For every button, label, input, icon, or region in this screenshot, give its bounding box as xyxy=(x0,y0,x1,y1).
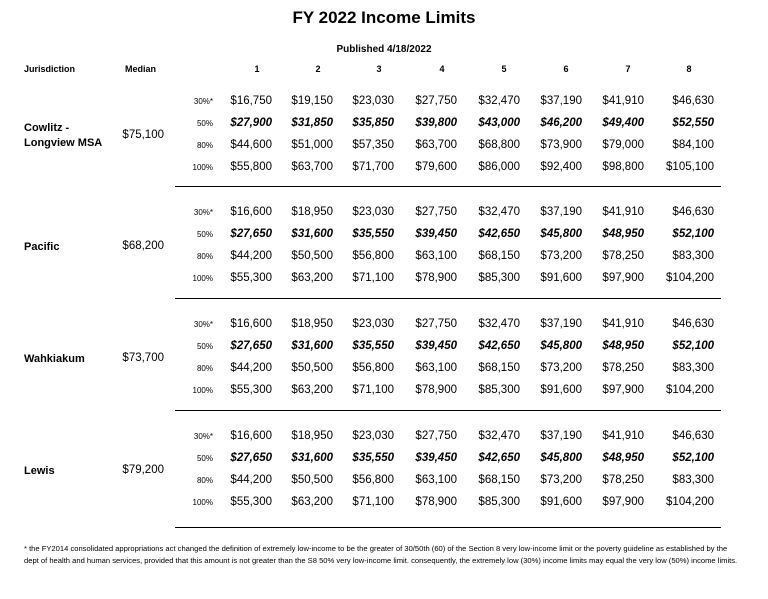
income-limit-cell: $71,100 xyxy=(352,272,394,284)
header-size-5: 5 xyxy=(501,64,507,74)
income-limit-cell: $73,200 xyxy=(540,362,582,374)
income-limit-cell: $37,190 xyxy=(540,430,582,442)
income-limit-cell: $97,900 xyxy=(602,272,644,284)
income-limit-cell: $86,000 xyxy=(478,161,520,173)
income-limit-cell: $97,900 xyxy=(602,496,644,508)
header-median: Median xyxy=(125,64,157,74)
income-level-label: 50% xyxy=(196,119,213,128)
income-limit-cell: $68,150 xyxy=(478,250,520,262)
jurisdiction-name xyxy=(24,240,59,255)
income-limit-cell: $16,600 xyxy=(230,430,272,442)
jurisdiction-name xyxy=(24,121,102,151)
income-level-label: 30%* xyxy=(193,320,213,329)
income-limit-cell: $105,100 xyxy=(666,161,714,173)
published-date: Published 4/18/2022 xyxy=(336,44,432,55)
income-limit-cell: $32,470 xyxy=(478,95,520,107)
income-limit-cell: $85,300 xyxy=(478,384,520,396)
income-level-label: 100% xyxy=(192,386,213,395)
income-limit-cell: $27,650 xyxy=(230,228,272,240)
income-limit-cell: $18,950 xyxy=(291,430,333,442)
income-limit-cell: $48,950 xyxy=(602,228,644,240)
income-limit-cell: $78,250 xyxy=(602,474,644,486)
income-limit-cell: $46,630 xyxy=(672,318,714,330)
income-level-label: 30%* xyxy=(193,97,213,106)
income-limit-cell: $73,200 xyxy=(540,250,582,262)
income-level-label: 80% xyxy=(196,364,213,373)
jurisdiction-name xyxy=(24,464,55,479)
income-limit-cell: $27,750 xyxy=(415,95,457,107)
income-limit-cell: $52,550 xyxy=(672,117,714,129)
income-limit-cell: $41,910 xyxy=(602,318,644,330)
income-limit-cell: $23,030 xyxy=(352,318,394,330)
income-limit-cell: $56,800 xyxy=(352,250,394,262)
income-limit-cell: $49,400 xyxy=(602,117,644,129)
income-limit-cell: $32,470 xyxy=(478,318,520,330)
income-limit-cell: $42,650 xyxy=(478,228,520,240)
income-level-label: 50% xyxy=(196,454,213,463)
header-size-3: 3 xyxy=(376,64,382,74)
income-limit-cell: $41,910 xyxy=(602,95,644,107)
header-size-7: 7 xyxy=(625,64,631,74)
income-limit-cell: $39,450 xyxy=(415,228,457,240)
median-income: $73,700 xyxy=(122,352,164,364)
income-limit-cell: $27,900 xyxy=(230,117,272,129)
income-limit-cell: $48,950 xyxy=(602,452,644,464)
jurisdiction-name-line: Cowlitz - xyxy=(24,122,70,134)
group-divider xyxy=(175,527,721,528)
header-jurisdiction: Jurisdiction xyxy=(24,64,76,74)
income-limit-cell: $48,950 xyxy=(602,340,644,352)
income-level-label: 50% xyxy=(196,230,213,239)
jurisdiction-name-line: Pacific xyxy=(24,240,60,253)
income-limit-cell: $63,100 xyxy=(415,362,457,374)
income-limit-cell: $73,900 xyxy=(540,139,582,151)
income-limit-cell: $57,350 xyxy=(352,139,394,151)
income-limit-cell: $71,100 xyxy=(352,384,394,396)
income-limit-cell: $27,750 xyxy=(415,206,457,218)
median-income: $79,200 xyxy=(122,464,164,476)
income-limit-cell: $23,030 xyxy=(352,430,394,442)
income-limit-cell: $63,200 xyxy=(291,384,333,396)
income-limit-cell: $37,190 xyxy=(540,318,582,330)
income-limit-cell: $78,900 xyxy=(415,496,457,508)
group-divider xyxy=(175,298,721,299)
jurisdiction-name-line: Longview MSA xyxy=(24,137,103,149)
income-limit-cell: $98,800 xyxy=(602,161,644,173)
income-level-label: 30%* xyxy=(193,208,213,217)
income-limit-cell: $16,600 xyxy=(230,318,272,330)
page-title: FY 2022 Income Limits xyxy=(292,8,476,27)
income-limit-cell: $35,550 xyxy=(352,340,394,352)
income-limit-cell: $16,600 xyxy=(230,206,272,218)
income-level-label: 100% xyxy=(192,274,213,283)
income-limit-cell: $45,800 xyxy=(540,452,582,464)
jurisdiction-name xyxy=(24,352,85,367)
header-size-8: 8 xyxy=(686,64,692,74)
header-size-1: 1 xyxy=(254,64,260,74)
header-size-2: 2 xyxy=(315,64,321,74)
income-limit-cell: $44,200 xyxy=(230,362,272,374)
income-limit-cell: $44,200 xyxy=(230,474,272,486)
income-limit-cell: $23,030 xyxy=(352,95,394,107)
income-limit-cell: $85,300 xyxy=(478,496,520,508)
income-limit-cell: $35,850 xyxy=(352,117,394,129)
income-limit-cell: $55,300 xyxy=(230,384,272,396)
income-limit-cell: $18,950 xyxy=(291,318,333,330)
income-limit-cell: $39,450 xyxy=(415,452,457,464)
income-limit-cell: $16,750 xyxy=(230,95,272,107)
header-size-6: 6 xyxy=(563,64,569,74)
income-limit-cell: $27,750 xyxy=(415,430,457,442)
income-limit-cell: $43,000 xyxy=(478,117,520,129)
income-limit-cell: $55,300 xyxy=(230,272,272,284)
income-limit-cell: $46,630 xyxy=(672,95,714,107)
group-divider xyxy=(175,186,721,187)
income-level-label: 50% xyxy=(196,342,213,351)
income-limit-cell: $104,200 xyxy=(666,272,714,284)
income-limit-cell: $42,650 xyxy=(478,340,520,352)
group-divider xyxy=(175,410,721,411)
income-limit-cell: $52,100 xyxy=(672,340,714,352)
income-limit-cell: $68,150 xyxy=(478,474,520,486)
income-limit-cell: $56,800 xyxy=(352,362,394,374)
income-limit-cell: $78,250 xyxy=(602,250,644,262)
income-limit-cell: $39,450 xyxy=(415,340,457,352)
income-limit-cell: $37,190 xyxy=(540,206,582,218)
income-limit-cell: $41,910 xyxy=(602,206,644,218)
income-limit-cell: $27,750 xyxy=(415,318,457,330)
income-level-label: 80% xyxy=(196,252,213,261)
income-limit-cell: $35,550 xyxy=(352,452,394,464)
income-limit-cell: $51,000 xyxy=(291,139,333,151)
income-limit-cell: $68,800 xyxy=(478,139,520,151)
income-limit-cell: $46,200 xyxy=(540,117,582,129)
income-limit-cell: $78,250 xyxy=(602,362,644,374)
income-limit-cell: $84,100 xyxy=(672,139,714,151)
income-limit-cell: $63,700 xyxy=(415,139,457,151)
income-limit-cell: $78,900 xyxy=(415,384,457,396)
income-limit-cell: $55,300 xyxy=(230,496,272,508)
income-limit-cell: $27,650 xyxy=(230,340,272,352)
income-limit-cell: $37,190 xyxy=(540,95,582,107)
income-limit-cell: $32,470 xyxy=(478,206,520,218)
income-limit-cell: $63,100 xyxy=(415,474,457,486)
income-limit-cell: $56,800 xyxy=(352,474,394,486)
jurisdiction-name-line: Wahkiakum xyxy=(24,352,85,365)
income-limit-cell: $71,100 xyxy=(352,496,394,508)
income-limit-cell: $63,700 xyxy=(291,161,333,173)
income-limit-cell: $104,200 xyxy=(666,384,714,396)
income-limit-cell: $31,600 xyxy=(291,452,333,464)
income-limit-cell: $46,630 xyxy=(672,430,714,442)
income-limit-cell: $91,600 xyxy=(540,384,582,396)
income-limit-cell: $45,800 xyxy=(540,340,582,352)
median-income: $68,200 xyxy=(122,240,164,252)
footnote: * the FY2014 consolidated appropriations act changed the definition of extremely low-income to be the greater of 30/50th (60) of the Section 8 very low-income limit or the poverty guideline as established by the dept of health and human services, provided that this amount is not greater than the S8 50% very low-income limit. consequently, the extremely low (30%) income limits may equal the very low (50%) income limits. xyxy=(24,544,738,565)
income-limit-cell: $63,100 xyxy=(415,250,457,262)
income-limit-cell: $83,300 xyxy=(672,362,714,374)
income-limit-cell: $23,030 xyxy=(352,206,394,218)
income-limit-cell: $79,600 xyxy=(415,161,457,173)
income-limit-cell: $31,850 xyxy=(291,117,333,129)
income-limit-cell: $41,910 xyxy=(602,430,644,442)
income-limit-cell: $44,600 xyxy=(230,139,272,151)
income-limit-cell: $71,700 xyxy=(352,161,394,173)
income-limit-cell: $68,150 xyxy=(478,362,520,374)
income-limit-cell: $42,650 xyxy=(478,452,520,464)
income-level-label: 80% xyxy=(196,476,213,485)
income-limit-cell: $45,800 xyxy=(540,228,582,240)
header-size-4: 4 xyxy=(439,64,445,74)
income-limit-cell: $52,100 xyxy=(672,228,714,240)
income-limit-cell: $79,000 xyxy=(602,139,644,151)
income-limit-cell: $55,800 xyxy=(230,161,272,173)
income-level-label: 100% xyxy=(192,498,213,507)
income-limit-cell: $83,300 xyxy=(672,250,714,262)
income-limit-cell: $18,950 xyxy=(291,206,333,218)
income-limit-cell: $104,200 xyxy=(666,496,714,508)
income-level-label: 30%* xyxy=(193,432,213,441)
income-level-label: 80% xyxy=(196,141,213,150)
income-limit-cell: $50,500 xyxy=(291,250,333,262)
income-limit-cell: $91,600 xyxy=(540,272,582,284)
income-limit-cell: $78,900 xyxy=(415,272,457,284)
income-limit-cell: $32,470 xyxy=(478,430,520,442)
income-level-label: 100% xyxy=(192,163,213,172)
income-limit-cell: $92,400 xyxy=(540,161,582,173)
income-limit-cell: $31,600 xyxy=(291,228,333,240)
income-limit-cell: $63,200 xyxy=(291,272,333,284)
income-limit-cell: $63,200 xyxy=(291,496,333,508)
median-income: $75,100 xyxy=(122,129,164,141)
income-limit-cell: $97,900 xyxy=(602,384,644,396)
income-limit-cell: $19,150 xyxy=(291,95,333,107)
income-limit-cell: $52,100 xyxy=(672,452,714,464)
income-limit-cell: $27,650 xyxy=(230,452,272,464)
income-limit-cell: $91,600 xyxy=(540,496,582,508)
income-limit-cell: $83,300 xyxy=(672,474,714,486)
income-limit-cell: $44,200 xyxy=(230,250,272,262)
income-limit-cell: $39,800 xyxy=(415,117,457,129)
income-limit-cell: $31,600 xyxy=(291,340,333,352)
income-limit-cell: $35,550 xyxy=(352,228,394,240)
income-limit-cell: $50,500 xyxy=(291,474,333,486)
income-limit-cell: $73,200 xyxy=(540,474,582,486)
jurisdiction-name-line: Lewis xyxy=(24,464,55,477)
income-limit-cell: $46,630 xyxy=(672,206,714,218)
income-limit-cell: $85,300 xyxy=(478,272,520,284)
income-limit-cell: $50,500 xyxy=(291,362,333,374)
